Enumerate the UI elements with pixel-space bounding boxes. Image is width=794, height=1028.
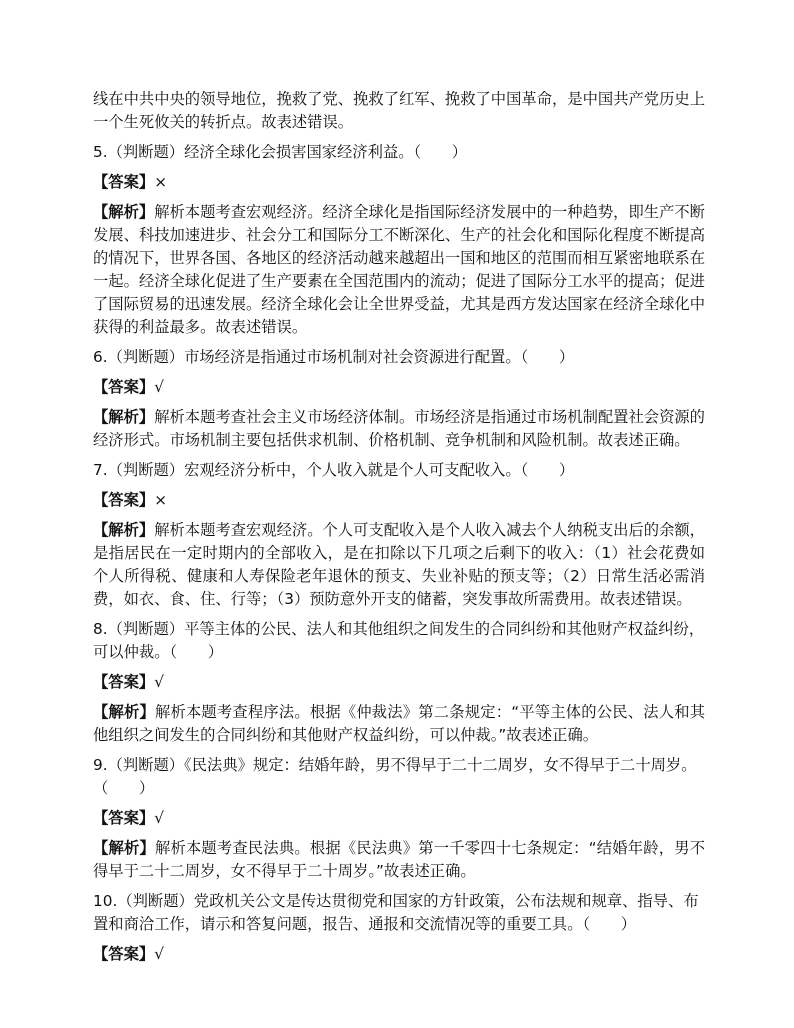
analysis-text: 解析本题考查民法典。根据《民法典》第一千零四十七条规定：“结婚年龄，男不得早于二十二周岁，女不得早于二十周岁。”故表述正确。	[93, 839, 705, 880]
answer-label: 【答案】	[93, 173, 155, 191]
answer-value: √	[154, 945, 164, 963]
answer-value: ×	[154, 173, 168, 191]
answer-value: ×	[154, 491, 168, 509]
answer-8	[93, 671, 705, 694]
answer-5	[93, 171, 705, 194]
answer-6	[93, 376, 705, 399]
analysis-label: 【解析】	[93, 408, 155, 426]
question-9: 9.（判断题）《民法典》规定：结婚年龄，男不得早于二十二周岁，女不得早于二十周岁。（ ）	[93, 756, 697, 797]
analysis-8	[93, 701, 705, 747]
analysis-9	[93, 837, 705, 883]
analysis-label: 【解析】	[93, 703, 155, 721]
answer-label: 【答案】	[93, 809, 155, 827]
answer-label: 【答案】	[93, 491, 155, 509]
analysis-label: 【解析】	[93, 521, 155, 539]
document-page	[93, 88, 705, 973]
analysis-text: 解析本题考查宏观经济。个人可支配收入是个人收入减去个人纳税支出后的余额，是指居民在一定时期内的全部收入，是在扣除以下几项之后剩下的收入：（1）社会花费如个人所得税、健康和人寿保险老年退休的预支、失业补贴的预支等；（2）日常生活必需消费，如衣、食、住、行等；（3）预防意外开支的储蓄，突发事故所需费用。故表述错误。	[93, 521, 705, 608]
answer-9	[93, 807, 705, 830]
answer-value: √	[154, 378, 164, 396]
analysis-7	[93, 519, 705, 611]
question-6: 6.（判断题）市场经济是指通过市场机制对社会资源进行配置。（ ）	[93, 348, 575, 366]
question-5: 5.（判断题）经济全球化会损害国家经济利益。（ ）	[93, 143, 468, 161]
answer-label: 【答案】	[93, 378, 155, 396]
analysis-text: 解析本题考查宏观经济。经济全球化是指国际经济发展中的一种趋势，即生产不断发展、科技加速进步、社会分工和国际分工不断深化、生产的社会化和国际化程度不断提高的情况下，世界各国、各地区的经济活动越来越超出一国和地区的范围而相互紧密地联系在一起。经济全球化促进了生产要素在全国范围内的流动；促进了国际分工水平的提高；促进了国际贸易的迅速发展。经济全球化会让全世界受益，尤其是西方发达国家在经济全球化中获得的利益最多。故表述错误。	[93, 203, 705, 336]
question-7: 7.（判断题）宏观经济分析中，个人收入就是个人可支配收入。（ ）	[93, 461, 575, 479]
answer-label: 【答案】	[93, 673, 155, 691]
question-10: 10.（判断题）党政机关公文是传达贯彻党和国家的方针政策，公布法规和规章、指导、布置和商洽工作，请示和答复问题，报告、通报和交流情况等的重要工具。（ ）	[93, 892, 699, 933]
analysis-6	[93, 406, 705, 452]
answer-value: √	[154, 673, 164, 691]
analysis-label: 【解析】	[93, 839, 155, 857]
analysis-label: 【解析】	[93, 203, 155, 221]
answer-10	[93, 943, 705, 966]
answer-value: √	[154, 809, 164, 827]
previous-analysis-continued: 线在中共中央的领导地位，挽救了党、挽救了红军、挽救了中国革命，是中国共产党历史上一个生死攸关的转折点。故表述错误。	[93, 90, 705, 131]
analysis-text: 解析本题考查社会主义市场经济体制。市场经济是指通过市场机制配置社会资源的经济形式。市场机制主要包括供求机制、价格机制、竞争机制和风险机制。故表述正确。	[93, 408, 705, 449]
analysis-5	[93, 201, 705, 339]
analysis-text: 解析本题考查程序法。根据《仲裁法》第二条规定：“平等主体的公民、法人和其他组织之间发生的合同纠纷和其他财产权益纠纷，可以仲裁。”故表述正确。	[93, 703, 705, 744]
question-8: 8.（判断题）平等主体的公民、法人和其他组织之间发生的合同纠纷和其他财产权益纠纷，可以仲裁。（ ）	[93, 620, 705, 661]
answer-7	[93, 489, 705, 512]
answer-label: 【答案】	[93, 945, 155, 963]
